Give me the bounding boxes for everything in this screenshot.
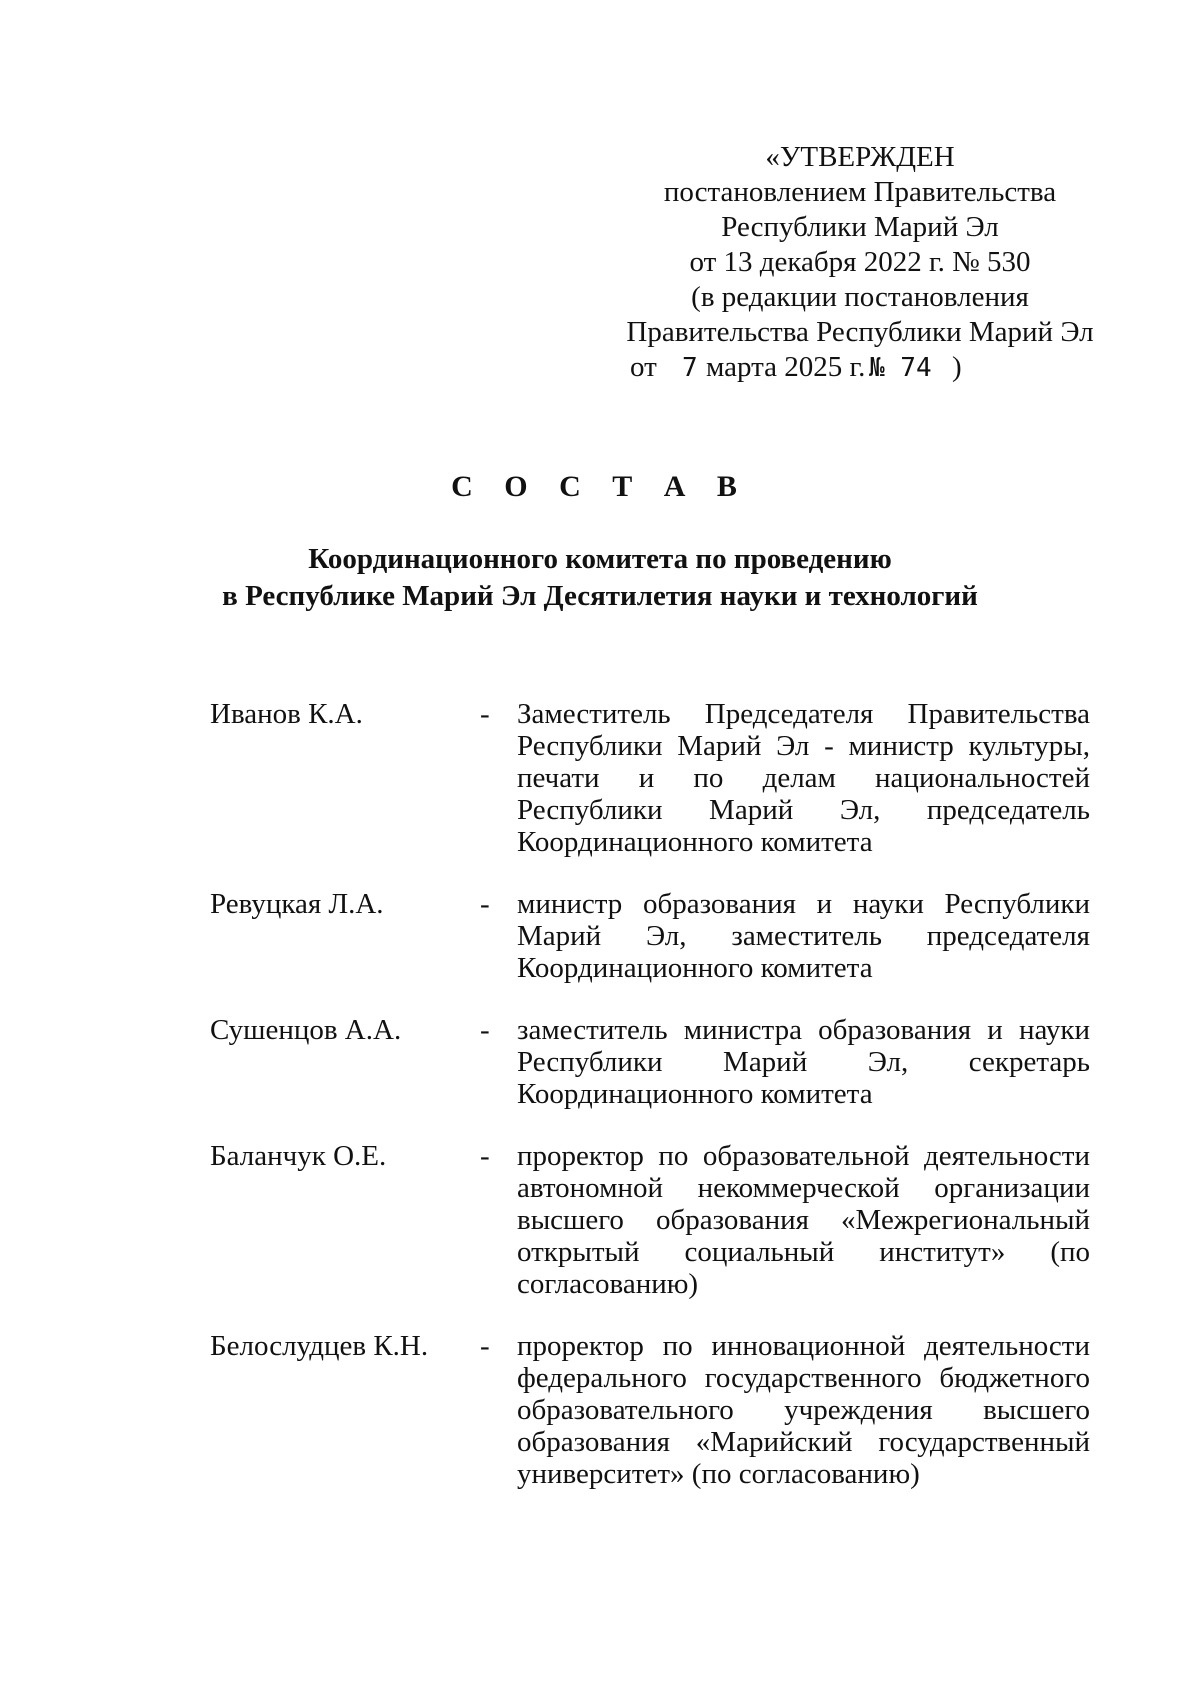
date-day: 7 xyxy=(682,353,698,383)
member-row xyxy=(210,888,1090,984)
approval-line-6: Правительства Республики Марий Эл xyxy=(626,316,1094,348)
member-dash: - xyxy=(480,698,490,730)
member-row xyxy=(210,1014,1090,1110)
subtitle-line-2: в Республике Марий Эл Десятилетия науки и технологий xyxy=(222,580,978,612)
member-name: Иванов К.А. xyxy=(210,698,363,730)
approval-line-2: постановлением Правительства xyxy=(663,176,1057,208)
member-name: Баланчук О.Е. xyxy=(210,1140,387,1172)
member-dash: - xyxy=(480,1014,490,1046)
approval-line-3: Республики Марий Эл xyxy=(721,211,999,243)
date-prefix: от xyxy=(630,351,657,383)
subtitle-line-1: Координационного комитета по проведению xyxy=(308,543,892,575)
amendment-date-line xyxy=(625,350,1095,385)
member-row xyxy=(210,698,1090,858)
members-list xyxy=(210,698,1090,1520)
member-row xyxy=(210,1330,1090,1490)
member-role: Заместитель Председателя Правительства Республики Марий Эл - министр культуры, печати и по делам национальностей Республики Марий Эл, председатель Координационного комитета xyxy=(517,698,1090,858)
approval-line-5: (в редакции постановления xyxy=(691,281,1029,313)
member-role: проректор по образовательной деятельности автономной некоммерческой организации высшего образования «Межрегиональный открытый социальный институт» (по согласованию) xyxy=(517,1140,1090,1300)
member-name: Ревуцкая Л.А. xyxy=(210,888,384,920)
member-role: министр образования и науки Республики Марий Эл, заместитель председателя Координационного комитета xyxy=(517,888,1090,984)
approval-line-1: «УТВЕРЖДЕН xyxy=(765,141,955,173)
decree-number: № 74 xyxy=(869,353,932,383)
document-title: С О С Т А В xyxy=(451,470,749,503)
member-name: Сушенцов А.А. xyxy=(210,1014,402,1046)
member-dash: - xyxy=(480,1330,490,1362)
approval-stamp xyxy=(625,140,1095,385)
member-role: заместитель министра образования и науки Республики Марий Эл, секретарь Координационного комитета xyxy=(517,1014,1090,1110)
member-dash: - xyxy=(480,1140,490,1172)
member-role: проректор по инновационной деятельности федерального государственного бюджетного образовательного учреждения высшего образования «Марийский государственный университет» (по согласованию) xyxy=(517,1330,1090,1490)
document-subtitle xyxy=(0,541,1200,615)
member-row xyxy=(210,1140,1090,1300)
member-name: Белослудцев К.Н. xyxy=(210,1330,429,1362)
member-dash: - xyxy=(480,888,490,920)
approval-line-4: от 13 декабря 2022 г. № 530 xyxy=(689,246,1031,278)
date-close-paren: ) xyxy=(952,351,962,383)
date-month-year: марта 2025 г. xyxy=(706,351,866,383)
